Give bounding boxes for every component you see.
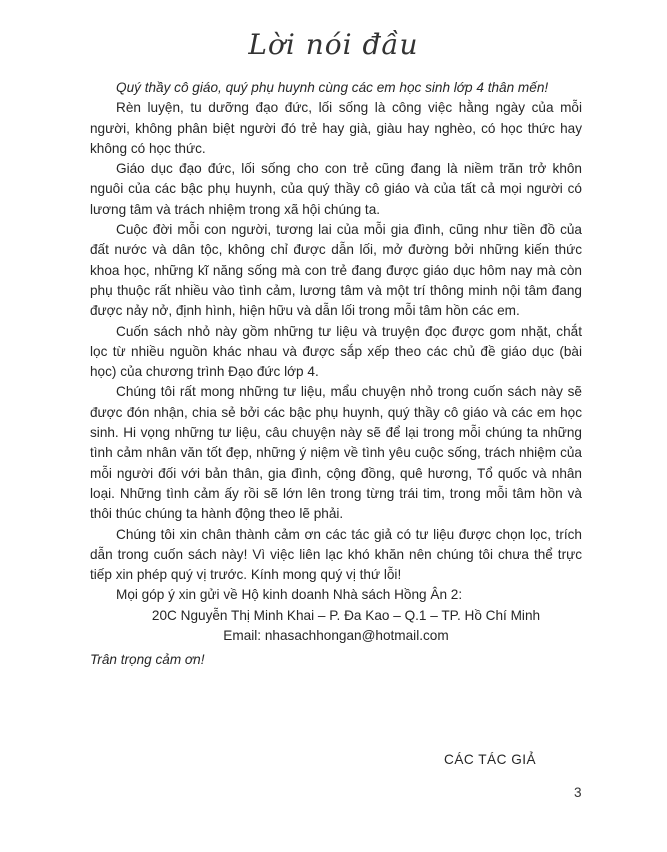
preface-body xyxy=(90,78,582,671)
paragraph-6: Chúng tôi xin chân thành cảm ơn các tác giả có tư liệu được chọn lọc, trích dẫn trong cuốn sách này! Vì việc liên lạc khó khăn nên chúng tôi chưa thể trực tiếp xin phép quý vị trước. Kính mong quý vị thứ lỗi! xyxy=(90,526,582,583)
email-line: Email: nhasachhongan@hotmail.com xyxy=(223,628,449,644)
greeting-line: Quý thầy cô giáo, quý phụ huynh cùng các em học sinh lớp 4 thân mến! xyxy=(116,80,549,95)
paragraph-3: Cuộc đời mỗi con người, tương lai của mỗi gia đình, cũng như tiền đồ của đất nước và dân tộc, không chỉ được dẫn lối, mở đường bởi những kiến thức khoa học, những kĩ năng sống mà con trẻ đang được giáo dục hôm nay mà còn phụ thuộc rất nhiều vào tình cảm, lương tâm và một trí thông minh nội tâm đang được nảy nở, định hình, hiện hữu và dẫn lối trong mỗi tâm hồn các em. xyxy=(90,222,582,319)
page-title: Lời nói đầu xyxy=(248,28,419,61)
closing-line: Trân trọng cảm ơn! xyxy=(90,652,205,668)
paragraph-1: Rèn luyện, tu dưỡng đạo đức, lối sống là công việc hằng ngày của mỗi người, không phân biệt người đó trẻ hay già, giàu hay nghèo, có học thức hay không có học thức. xyxy=(90,100,582,156)
paragraph-2: Giáo dục đạo đức, lối sống cho con trẻ cũng đang là niềm trăn trở khôn nguôi của các bậc phụ huynh, của quý thầy cô giáo và của tất cả mọi người có lương tâm và trách nhiệm trong xã hội chúng ta. xyxy=(90,161,582,217)
page-number: 3 xyxy=(574,785,582,800)
paragraph-7: Mọi góp ý xin gửi về Hộ kinh doanh Nhà sách Hồng Ân 2: xyxy=(116,587,463,603)
paragraph-5: Chúng tôi rất mong những tư liệu, mẩu chuyện nhỏ trong cuốn sách này sẽ được đón nhận, chia sẻ bởi các bậc phụ huynh, quý thầy cô giáo và các em học sinh. Hi vọng những tư liệu, câu chuyện này sẽ để lại trong mỗi chúng ta những tình cảm nhân văn tốt đẹp, những ý niệm về tình yêu cuộc sống, trách nhiệm của mỗi người đối với bản thân, gia đình, cộng đồng, quê hương, Tổ quốc và nhân loại. Những tình cảm ấy rồi sẽ lớn lên trong từng trái tim, trong mỗi tâm hồn và thôi thúc chúng ta hành động theo lẽ phải. xyxy=(90,384,582,522)
authors-signature: CÁC TÁC GIẢ xyxy=(444,752,537,767)
address-line: 20C Nguyễn Thị Minh Khai – P. Đa Kao – Q.1 – TP. Hồ Chí Minh xyxy=(151,607,541,623)
paragraph-4: Cuốn sách nhỏ này gồm những tư liệu và truyện đọc được gom nhặt, chắt lọc từ nhiều nguồn khác nhau và được sắp xếp theo các chủ đề giáo dục (bài học) của chương trình Đạo đức lớp 4. xyxy=(90,323,582,380)
